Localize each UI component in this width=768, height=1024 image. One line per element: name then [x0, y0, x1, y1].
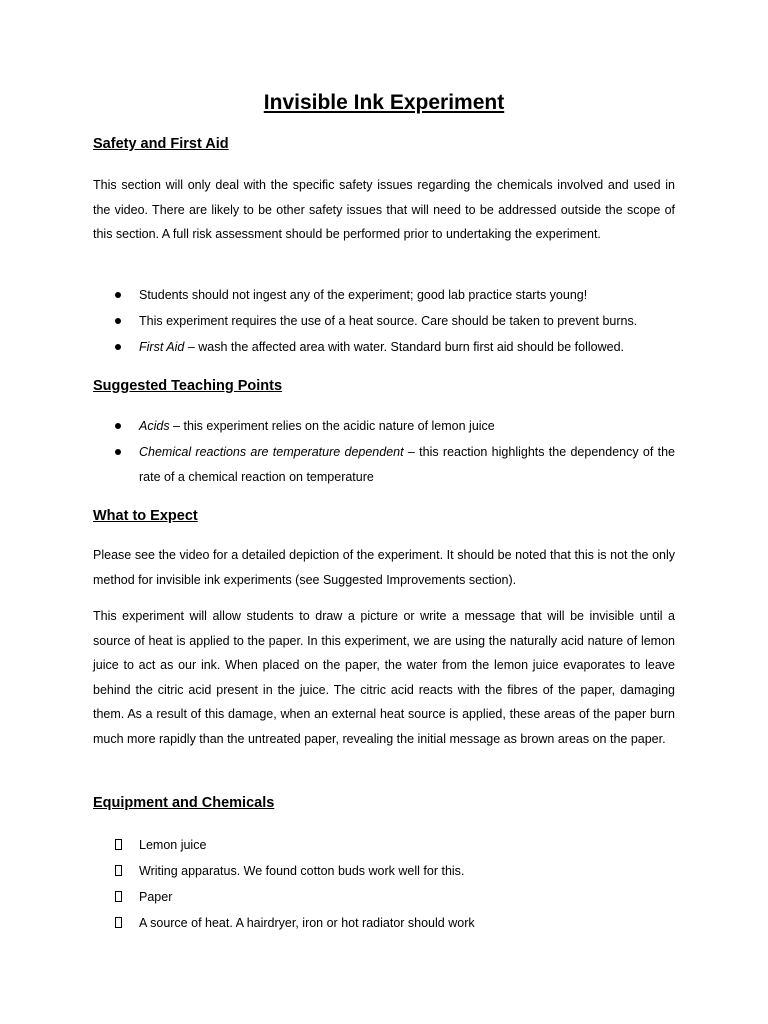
heading-what-to-expect: What to Expect	[93, 508, 198, 524]
heading-equipment: Equipment and Chemicals	[93, 795, 275, 811]
item-text: A source of heat. A hairdryer, iron or hot radiator should work	[139, 916, 475, 930]
checkbox-icon	[115, 839, 122, 850]
expect-paragraph-2: This experiment will allow students to draw a picture or write a message that will be invisible until a source of heat is applied to the paper. In this experiment, we are using the naturally acid nature of lemon juice to act as our ink. When placed on the paper, the water from the lemon juice evaporates to leave behind the citric acid present in the juice. The citric acid reacts with the fibres of the paper, damaging them. As a result of this damage, when an external heat source is applied, these areas of the paper burn much more rapidly than the untreated paper, revealing the initial message as brown areas on the paper.	[93, 609, 675, 746]
bullet-text: – this reaction highlights the dependency of the rate of a chemical reaction on temperature	[139, 445, 676, 484]
list-item	[93, 911, 675, 936]
checkbox-icon	[115, 891, 122, 902]
heading-teaching-points: Suggested Teaching Points	[93, 378, 283, 394]
list-item	[93, 859, 675, 884]
expect-paragraph-1: Please see the video for a detailed depiction of the experiment. It should be noted that this is not the only method for invisible ink experiments (see Suggested Improvements section).	[93, 548, 675, 587]
checkbox-icon	[115, 917, 122, 928]
item-text: Writing apparatus. We found cotton buds work well for this.	[139, 864, 465, 878]
bullet-icon	[115, 423, 121, 429]
bullet-lead: First Aid	[139, 340, 185, 354]
equipment-list	[93, 833, 675, 937]
list-item	[93, 440, 675, 489]
bullet-lead: Acids	[139, 419, 170, 433]
bullet-icon	[115, 292, 121, 298]
teaching-bullet-list	[93, 414, 675, 491]
item-text: Paper	[139, 890, 173, 904]
bullet-text: This experiment requires the use of a heat source. Care should be taken to prevent burns.	[139, 314, 638, 328]
bullet-icon	[115, 449, 121, 455]
checkbox-icon	[115, 865, 122, 876]
item-text: Lemon juice	[139, 838, 207, 852]
bullet-lead: Chemical reactions are temperature dependent	[139, 445, 404, 459]
bullet-text: – this experiment relies on the acidic nature of lemon juice	[169, 419, 495, 433]
list-item	[93, 283, 675, 308]
document-title: Invisible Ink Experiment	[263, 91, 505, 114]
bullet-icon	[115, 344, 121, 350]
list-item	[93, 833, 675, 858]
bullet-icon	[115, 318, 121, 324]
safety-bullet-list	[93, 283, 675, 361]
heading-safety: Safety and First Aid	[93, 136, 229, 152]
list-item	[93, 885, 675, 910]
bullet-text: Students should not ingest any of the experiment; good lab practice starts young!	[139, 288, 588, 302]
list-item	[93, 309, 675, 334]
list-item	[93, 414, 675, 439]
bullet-text: – wash the affected area with water. Standard burn first aid should be followed.	[184, 340, 624, 354]
safety-intro-paragraph: This section will only deal with the specific safety issues regarding the chemicals involved and used in the video. There are likely to be other safety issues that will need to be addressed outside the scope of this section. A full risk assessment should be performed prior to undertaking the experiment.	[93, 178, 675, 241]
list-item	[93, 335, 675, 360]
